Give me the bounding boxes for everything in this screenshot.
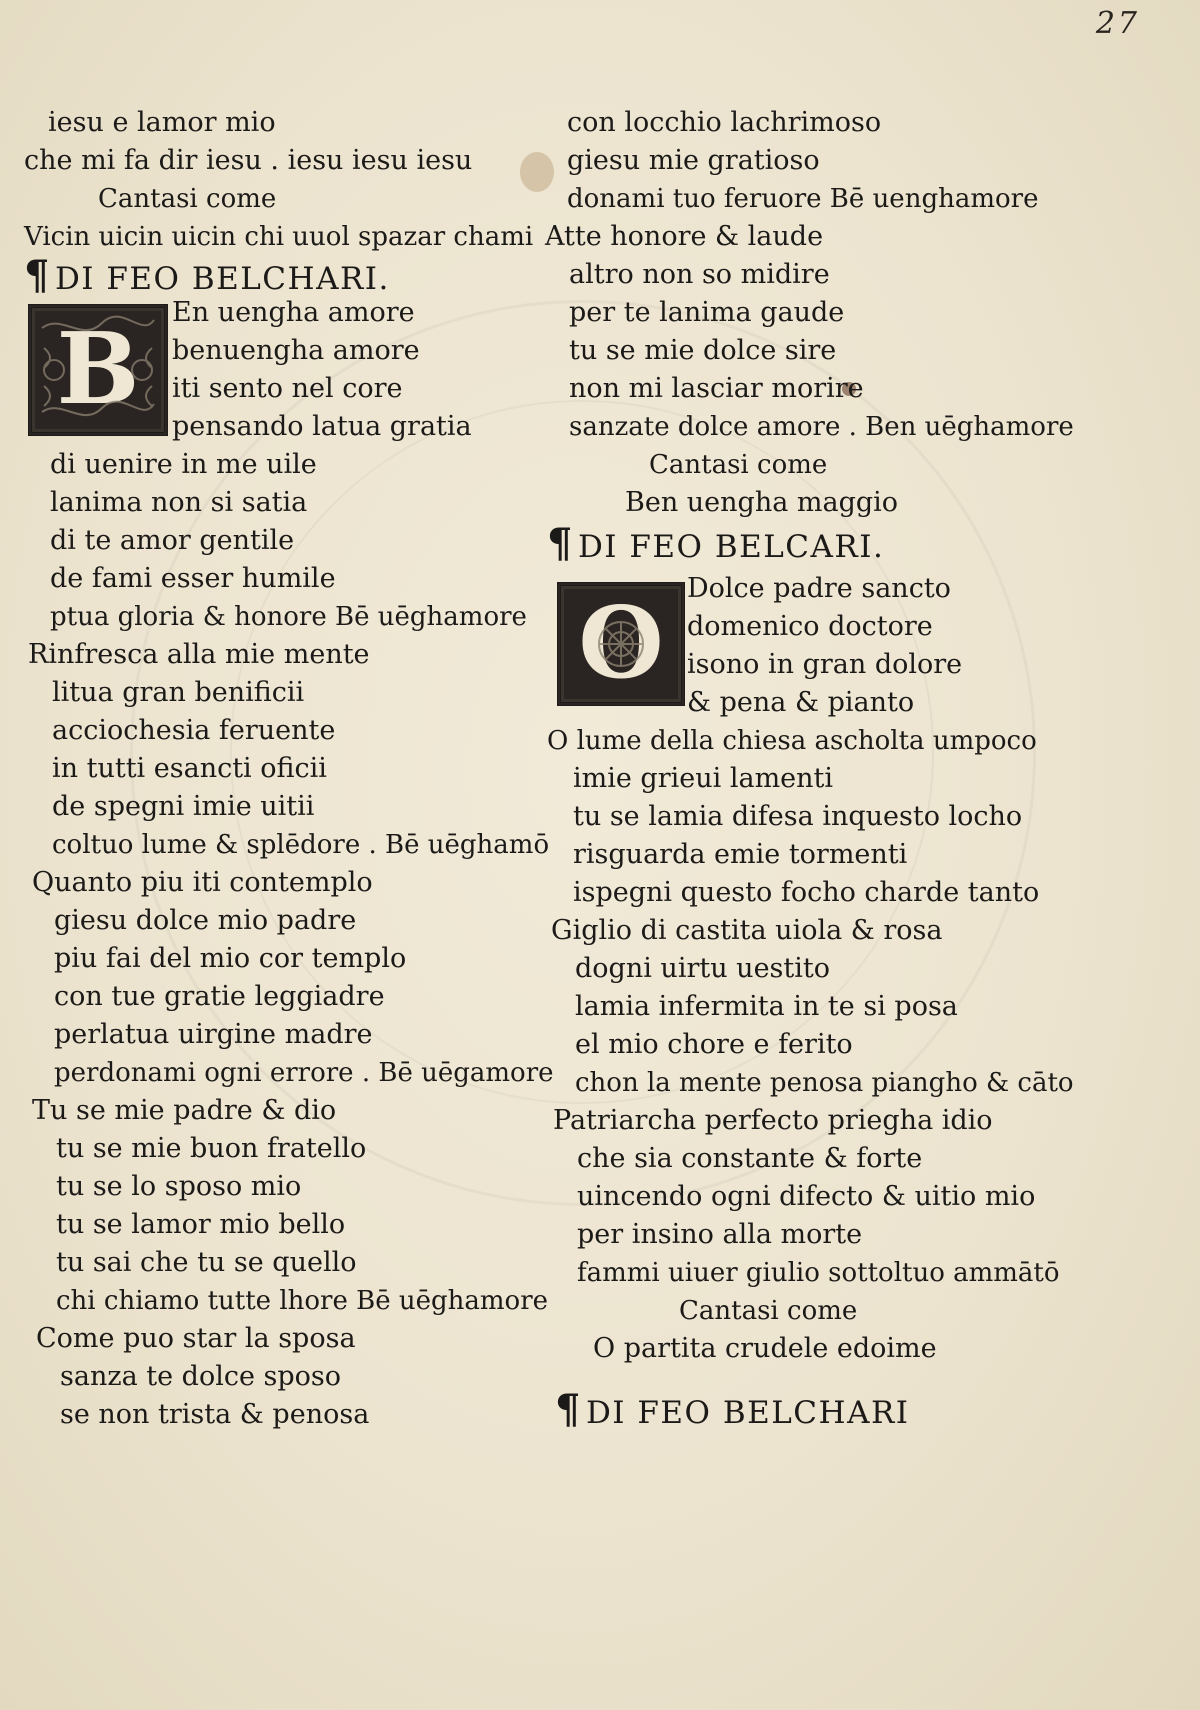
verse-line: tu se mie buon fratello	[56, 1133, 367, 1164]
verse-line-refrain: chi chiamo tutte lhore Bē uēghamore	[56, 1286, 549, 1316]
initial-letter: O	[578, 586, 664, 701]
verse-line: non mi lasciar morire	[569, 373, 864, 404]
verse-line: benuengha amore	[172, 335, 420, 366]
pilcrow-icon: ¶	[547, 520, 574, 567]
verse-line: de fami esser humile	[50, 563, 336, 594]
verse-line: tu se lo sposo mio	[56, 1171, 302, 1202]
verse-line: de spegni imie uitii	[52, 791, 315, 822]
stanza-first-line: Rinfresca alla mie mente	[28, 639, 370, 670]
paper-stain	[520, 152, 554, 192]
section-heading	[24, 252, 390, 299]
stanza-first-line: Tu se mie padre & dio	[32, 1095, 337, 1126]
verse-line: el mio chore e ferito	[575, 1029, 853, 1060]
section-heading	[555, 1386, 910, 1433]
verse-line: tu se mie dolce sire	[569, 335, 837, 366]
verse-line: perlatua uirgine madre	[54, 1019, 373, 1050]
verse-line: con tue gratie leggiadre	[54, 981, 385, 1012]
stanza-first-line: Come puo star la sposa	[36, 1323, 356, 1354]
verse-line: litua gran benificii	[52, 677, 305, 708]
verse-line: giesu dolce mio padre	[54, 905, 357, 936]
stanza-first-line: Quanto piu iti contemplo	[32, 867, 373, 898]
verse-line: En uengha amore	[172, 297, 415, 328]
verse-line: iesu e lamor mio	[48, 107, 276, 138]
pilcrow-icon: ¶	[555, 1386, 582, 1433]
verse-line: di uenire in me uile	[50, 449, 317, 480]
stanza-first-line: Patriarcha perfecto priegha idio	[553, 1105, 993, 1136]
verse-line: tu sai che tu se quello	[56, 1247, 357, 1278]
initial-letter: B	[56, 312, 140, 427]
verse-line: isono in gran dolore	[687, 649, 963, 680]
stanza-first-line: O lume della chiesa ascholta umpoco	[547, 726, 1037, 756]
verse-line: di te amor gentile	[50, 525, 295, 556]
verse-line: che sia constante & forte	[577, 1143, 923, 1174]
stanza-first-line: Giglio di castita uiola & rosa	[551, 915, 943, 946]
verse-line: ispegni questo focho charde tanto	[573, 877, 1040, 908]
verse-line-refrain: donami tuo feruore Bē uenghamore	[567, 184, 1039, 214]
verse-line: uincendo ogni difecto & uitio mio	[577, 1181, 1036, 1212]
verse-line: tu se lamia difesa inquesto locho	[573, 801, 1023, 832]
tune-line: O partita crudele edoime	[593, 1333, 937, 1364]
verse-line: lanima non si satia	[50, 487, 308, 518]
verse-line-refrain: fammi uiuer giulio sottoltuo ammātō	[577, 1258, 1060, 1288]
decorated-initial-o	[557, 582, 685, 706]
rubric-cantasi: Cantasi come	[649, 450, 828, 480]
tune-line: Ben uengha maggio	[625, 487, 899, 518]
tune-line: Vicin uicin uicin chi uuol spazar chami	[24, 222, 534, 252]
verse-line: per te lanima gaude	[569, 297, 845, 328]
verse-line: risguarda emie tormenti	[573, 839, 908, 870]
rosette-ornament-icon	[561, 586, 681, 702]
verse-line: & pena & pianto	[687, 687, 915, 718]
verse-line: sanza te dolce sposo	[60, 1361, 342, 1392]
rubric-cantasi: Cantasi come	[98, 184, 277, 214]
verse-line: giesu mie gratioso	[567, 145, 820, 176]
verse-line-refrain: perdonami ogni errore . Bē uēgamore	[54, 1058, 554, 1088]
verse-line: dogni uirtu uestito	[575, 953, 830, 984]
verse-line-refrain: chon la mente penosa piangho & cāto	[575, 1068, 1074, 1098]
section-heading	[547, 520, 885, 567]
stanza-first-line: Atte honore & laude	[545, 221, 824, 252]
verse-line: pensando latua gratia	[172, 411, 472, 442]
verse-line: acciochesia feruente	[52, 715, 336, 746]
heading-text: DI FEO BELCHARI.	[54, 261, 390, 297]
foliage-ornament-icon	[32, 308, 164, 432]
heading-text: DI FEO BELCHARI	[585, 1395, 910, 1431]
verse-line: imie grieui lamenti	[573, 763, 834, 794]
verse-line-refrain: ptua gloria & honore Bē uēghamore	[50, 602, 527, 632]
verse-line: per insino alla morte	[577, 1219, 863, 1250]
verse-line: iti sento nel core	[172, 373, 403, 404]
verse-line: tu se lamor mio bello	[56, 1209, 346, 1240]
verse-line: lamia infermita in te si posa	[575, 991, 958, 1022]
verse-line: che mi fa dir iesu . iesu iesu iesu	[24, 145, 473, 176]
decorated-initial-b	[28, 304, 168, 436]
heading-text: DI FEO BELCARI.	[577, 529, 885, 565]
rubric-cantasi: Cantasi come	[679, 1296, 858, 1326]
verse-line: piu fai del mio cor templo	[54, 943, 407, 974]
verse-line-refrain: coltuo lume & splēdore . Bē uēghamō	[52, 830, 550, 860]
verse-line: altro non so midire	[569, 259, 830, 290]
verse-line: Dolce padre sancto	[687, 573, 951, 604]
folio-number: 27	[1095, 6, 1140, 41]
verse-line: se non trista & penosa	[60, 1399, 370, 1430]
pilcrow-icon: ¶	[24, 252, 51, 299]
verse-line: con locchio lachrimoso	[567, 107, 882, 138]
verse-line: in tutti esancti oficii	[52, 753, 327, 784]
verse-line: domenico doctore	[687, 611, 933, 642]
verse-line-refrain: sanzate dolce amore . Ben uēghamore	[569, 412, 1074, 442]
